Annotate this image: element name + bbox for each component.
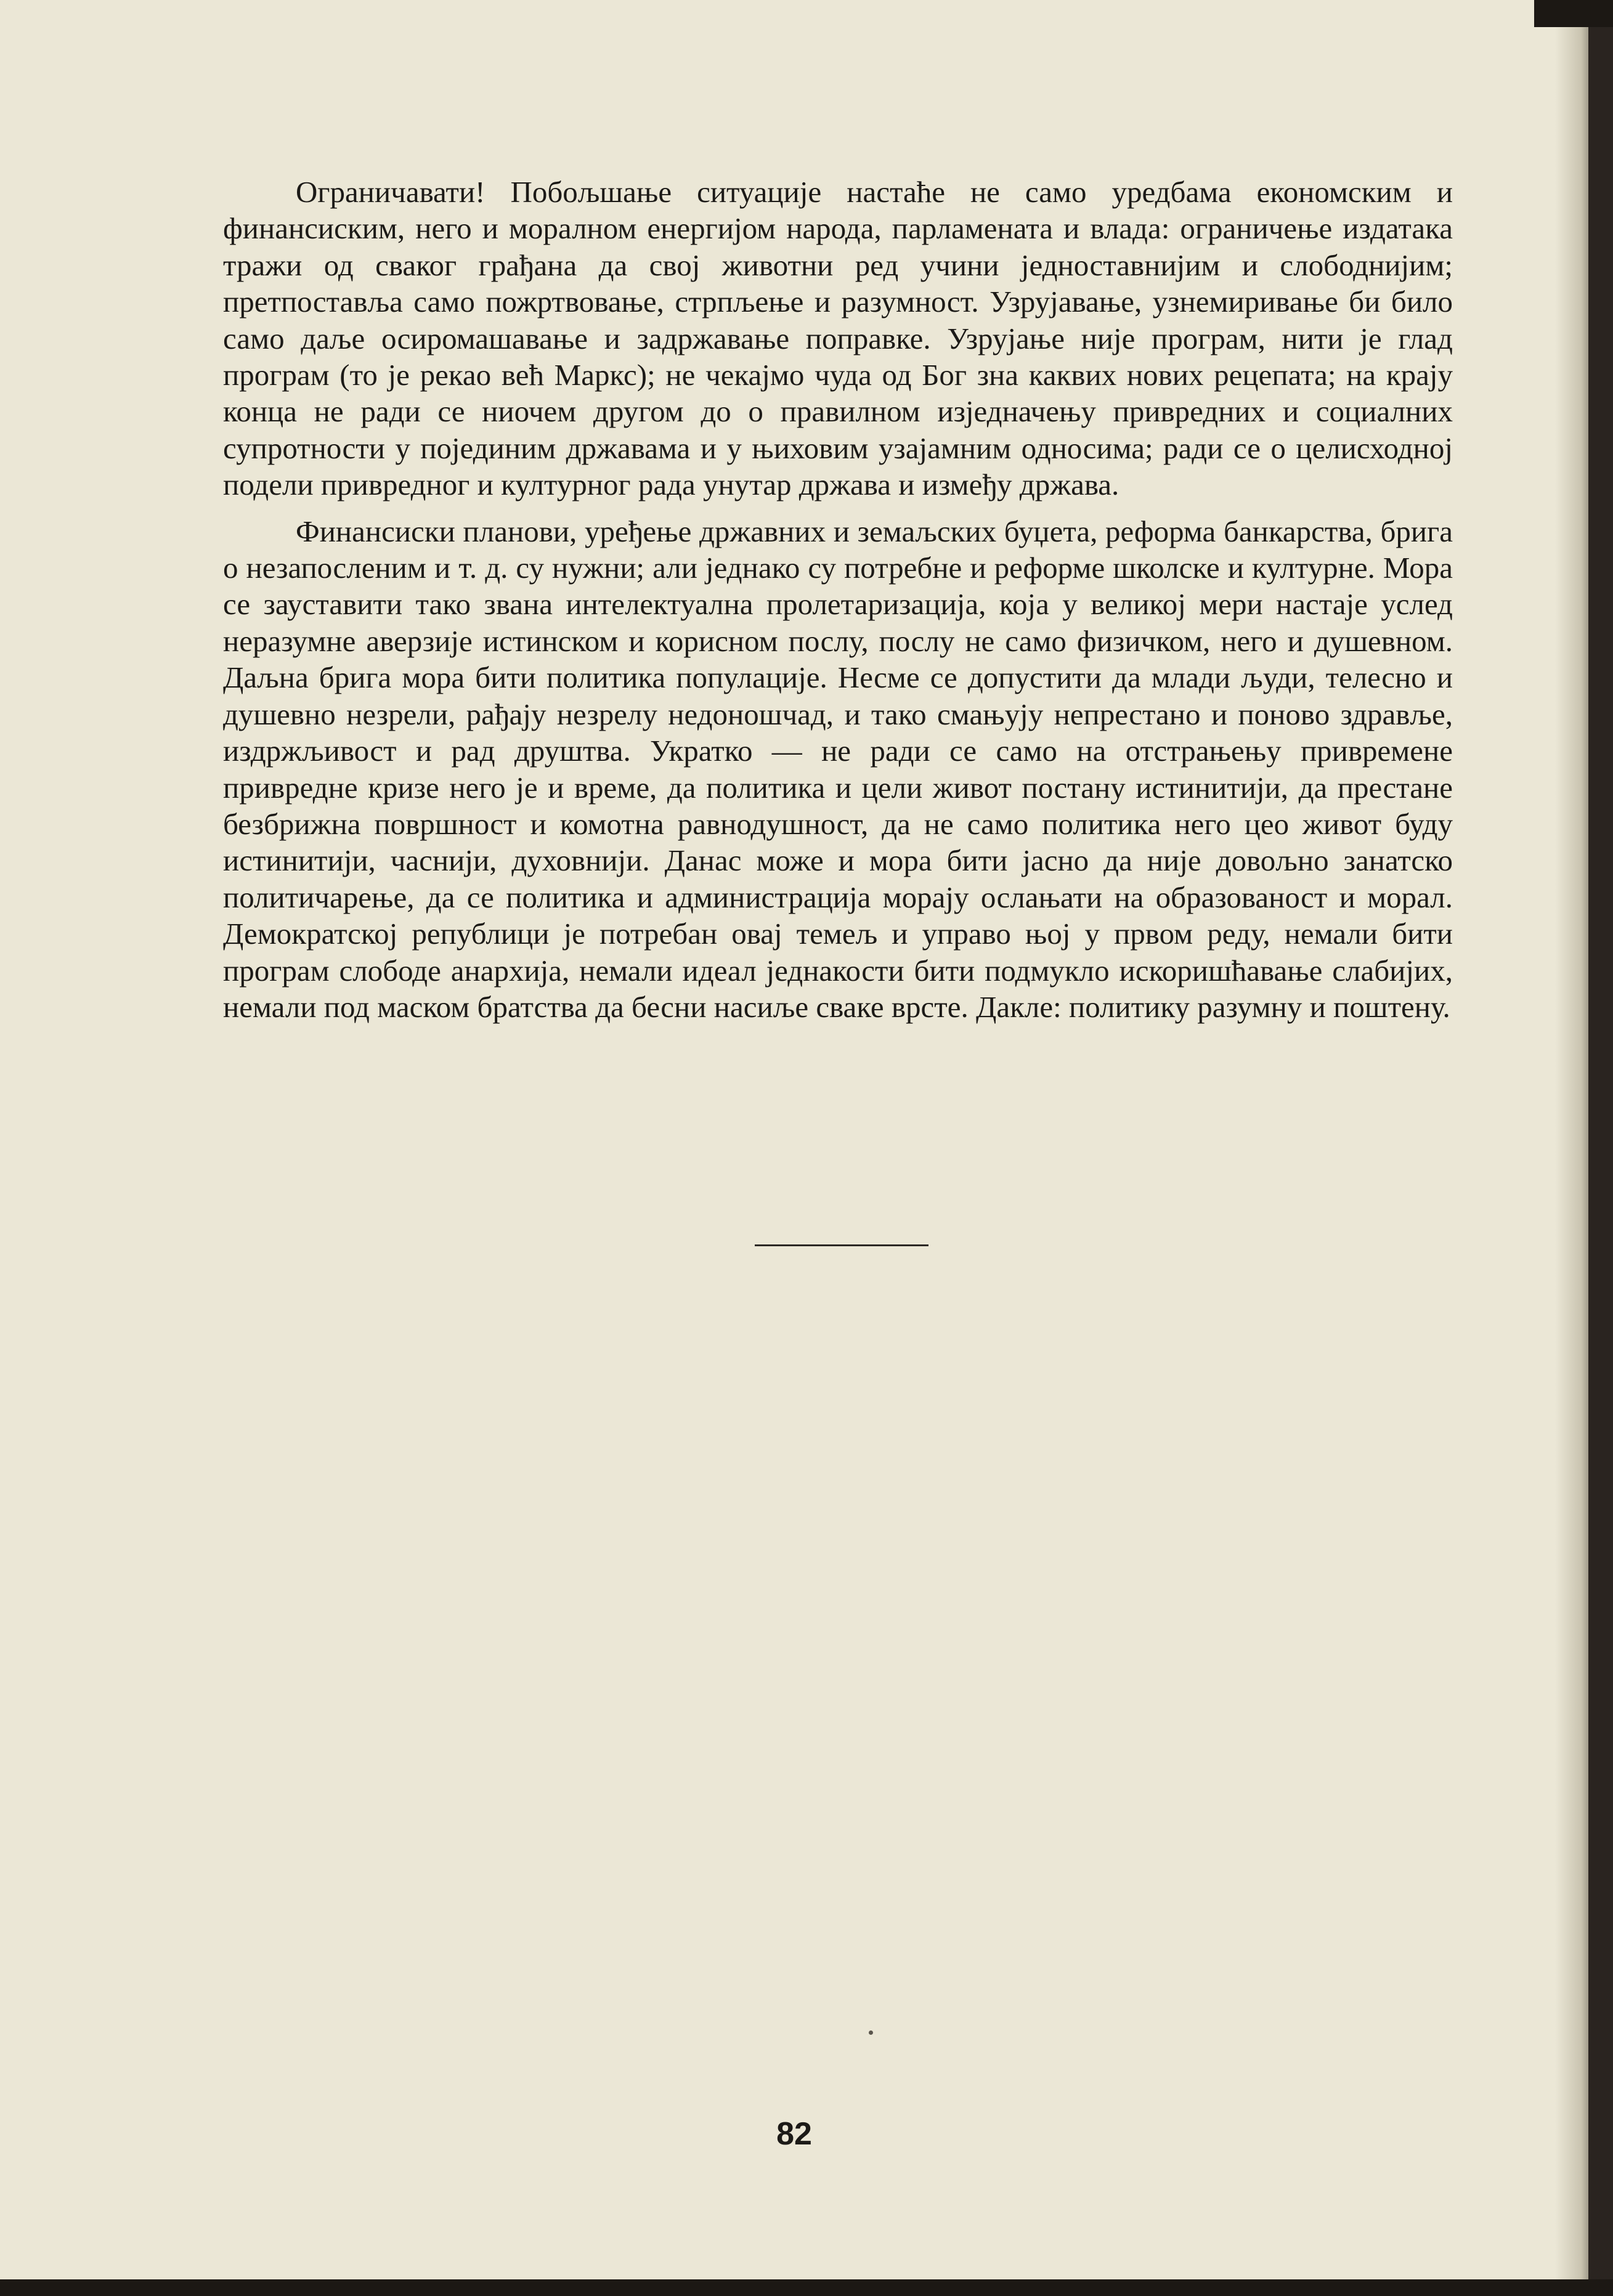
page-number: 82 — [776, 2116, 812, 2152]
scan-background-bottom — [0, 2279, 1613, 2296]
section-divider — [755, 1244, 928, 1246]
page-edge-shadow — [1555, 0, 1588, 2296]
scan-background-top-corner — [1534, 0, 1613, 27]
scan-background-right — [1588, 0, 1613, 2296]
paragraph-2: Финансиски планови, уређење државних и земаљских буџета, реформа банкарства, брига о незапосленим и т. д. су нужни; али једнако су потребне и реформе школске и културне. Мора се зауставити тако звана интелектуална пролетаризација, која у великој мери настаје услед неразумне аверзије истинском и корисном послу, послу не само физичком, него и душевном. Даљна брига мора бити политика популације. Несме се допустити да млади људи, телесно и душевно незрели, рађају незрелу недоношчад, и тако смањују непрестано и поново здравље, издржљивост и рад друштва. Укратко — не ради се само на отстрањењу привремене привредне кризе него је и време, да политика и цели живот постану истинитији, да престане безбрижна површност и комотна равнодушност, да не само политика него цео живот буду истинитији, часнији, духовнији. Данас може и мора бити јасно да није довољно занатско политичарење, да се политика и администрација морају ослањати на образованост и морал. Демократској републици је потребан овај темељ и управо њој у првом реду, немали бити програм слободе анархија, немали идеал једнакости бити подмукло искоришћавање слабијих, немали под маском братства да бесни насиље сваке врсте. Дакле: политику разумну и поштену. — [223, 514, 1453, 1024]
paper-speck — [869, 2030, 873, 2035]
paragraph-1: Ограничавати! Побољшање ситуације настаће не само уредбама економским и финансиским, него и моралном енергијом народа, парламената и влада: ограничење издатака тражи од сваког грађана да свој животни ред учини једноставнијим и слободнијим; претпоставља само пожртвовање, стрпљење и разумност. Узрујавање, узнемиривање би било само даље осиромашавање и задржавање поправке. Узрујање није програм, нити је глад програм (то је рекао већ Маркс); не чекајмо чуда од Бог зна каквих нових рецепата; на крају конца не ради се ниочем другом до о правилном изједначењу привредних и социалних супротности у појединим државама и у њиховим узајамним односима; ради се о целисходној подели привредног и културног рада унутар држава и између држава. — [223, 175, 1453, 502]
body-text — [223, 174, 1453, 1035]
